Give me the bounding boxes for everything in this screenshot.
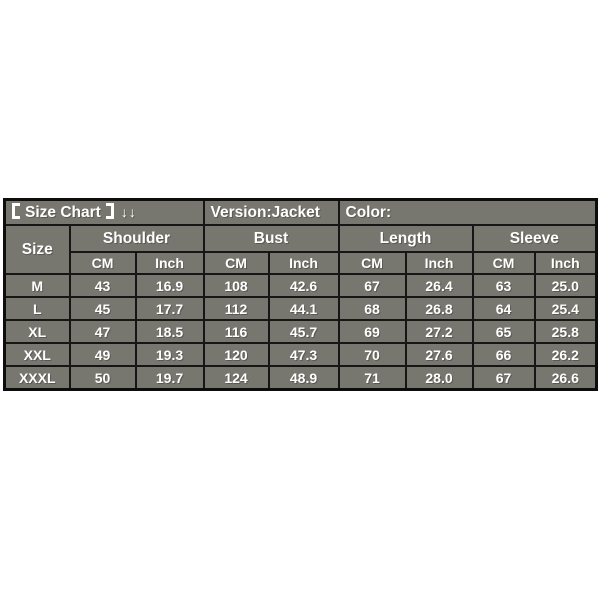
section-header-row [5, 225, 597, 252]
unit-header-cm: CM [339, 252, 406, 274]
value-cell: 47 [70, 320, 136, 343]
unit-header-cm: CM [70, 252, 136, 274]
size-label: XXL [5, 343, 70, 366]
value-cell: 17.7 [136, 297, 204, 320]
section-header-shoulder: Shoulder [70, 225, 204, 252]
value-cell: 27.2 [406, 320, 473, 343]
value-cell: 25.0 [535, 274, 597, 297]
value-cell: 69 [339, 320, 406, 343]
value-cell: 45.7 [269, 320, 339, 343]
size-label: XXXL [5, 366, 70, 390]
unit-header-row [5, 252, 597, 274]
value-cell: 63 [473, 274, 535, 297]
unit-header-cm: CM [204, 252, 269, 274]
size-label: XL [5, 320, 70, 343]
value-cell: 45 [70, 297, 136, 320]
value-cell: 71 [339, 366, 406, 390]
value-cell: 44.1 [269, 297, 339, 320]
value-cell: 120 [204, 343, 269, 366]
value-cell: 25.8 [535, 320, 597, 343]
size-chart-title-cell [5, 200, 204, 226]
lenticular-bracket-right-icon [106, 203, 114, 219]
value-cell: 42.6 [269, 274, 339, 297]
unit-header-cm: CM [473, 252, 535, 274]
value-cell: 47.3 [269, 343, 339, 366]
value-cell: 25.4 [535, 297, 597, 320]
value-cell: 48.9 [269, 366, 339, 390]
value-cell: 26.4 [406, 274, 473, 297]
value-cell: 26.8 [406, 297, 473, 320]
value-cell: 18.5 [136, 320, 204, 343]
value-cell: 108 [204, 274, 269, 297]
value-cell: 67 [473, 366, 535, 390]
value-cell: 26.2 [535, 343, 597, 366]
table-row [5, 320, 597, 343]
size-label: L [5, 297, 70, 320]
size-column-header: Size [5, 225, 70, 274]
value-cell: 50 [70, 366, 136, 390]
table-row [5, 274, 597, 297]
section-header-length: Length [339, 225, 473, 252]
value-cell: 124 [204, 366, 269, 390]
table-row [5, 343, 597, 366]
lenticular-bracket-left-icon [12, 203, 20, 219]
down-arrows-icon: ↓↓ [120, 204, 137, 220]
title-row [5, 200, 597, 226]
value-cell: 26.6 [535, 366, 597, 390]
table-row [5, 366, 597, 390]
unit-header-inch: Inch [535, 252, 597, 274]
value-cell: 49 [70, 343, 136, 366]
color-label: Color: [339, 200, 597, 226]
value-cell: 19.3 [136, 343, 204, 366]
value-cell: 66 [473, 343, 535, 366]
value-cell: 28.0 [406, 366, 473, 390]
unit-header-inch: Inch [269, 252, 339, 274]
value-cell: 67 [339, 274, 406, 297]
table-row [5, 297, 597, 320]
value-cell: 64 [473, 297, 535, 320]
value-cell: 116 [204, 320, 269, 343]
size-chart-title: Size Chart [25, 204, 101, 221]
value-cell: 27.6 [406, 343, 473, 366]
unit-header-inch: Inch [136, 252, 204, 274]
value-cell: 65 [473, 320, 535, 343]
value-cell: 16.9 [136, 274, 204, 297]
value-cell: 70 [339, 343, 406, 366]
value-cell: 19.7 [136, 366, 204, 390]
section-header-sleeve: Sleeve [473, 225, 597, 252]
section-header-bust: Bust [204, 225, 339, 252]
value-cell: 112 [204, 297, 269, 320]
value-cell: 43 [70, 274, 136, 297]
unit-header-inch: Inch [406, 252, 473, 274]
version-label: Version:Jacket [204, 200, 339, 226]
size-label: M [5, 274, 70, 297]
size-chart-table [3, 198, 598, 391]
value-cell: 68 [339, 297, 406, 320]
